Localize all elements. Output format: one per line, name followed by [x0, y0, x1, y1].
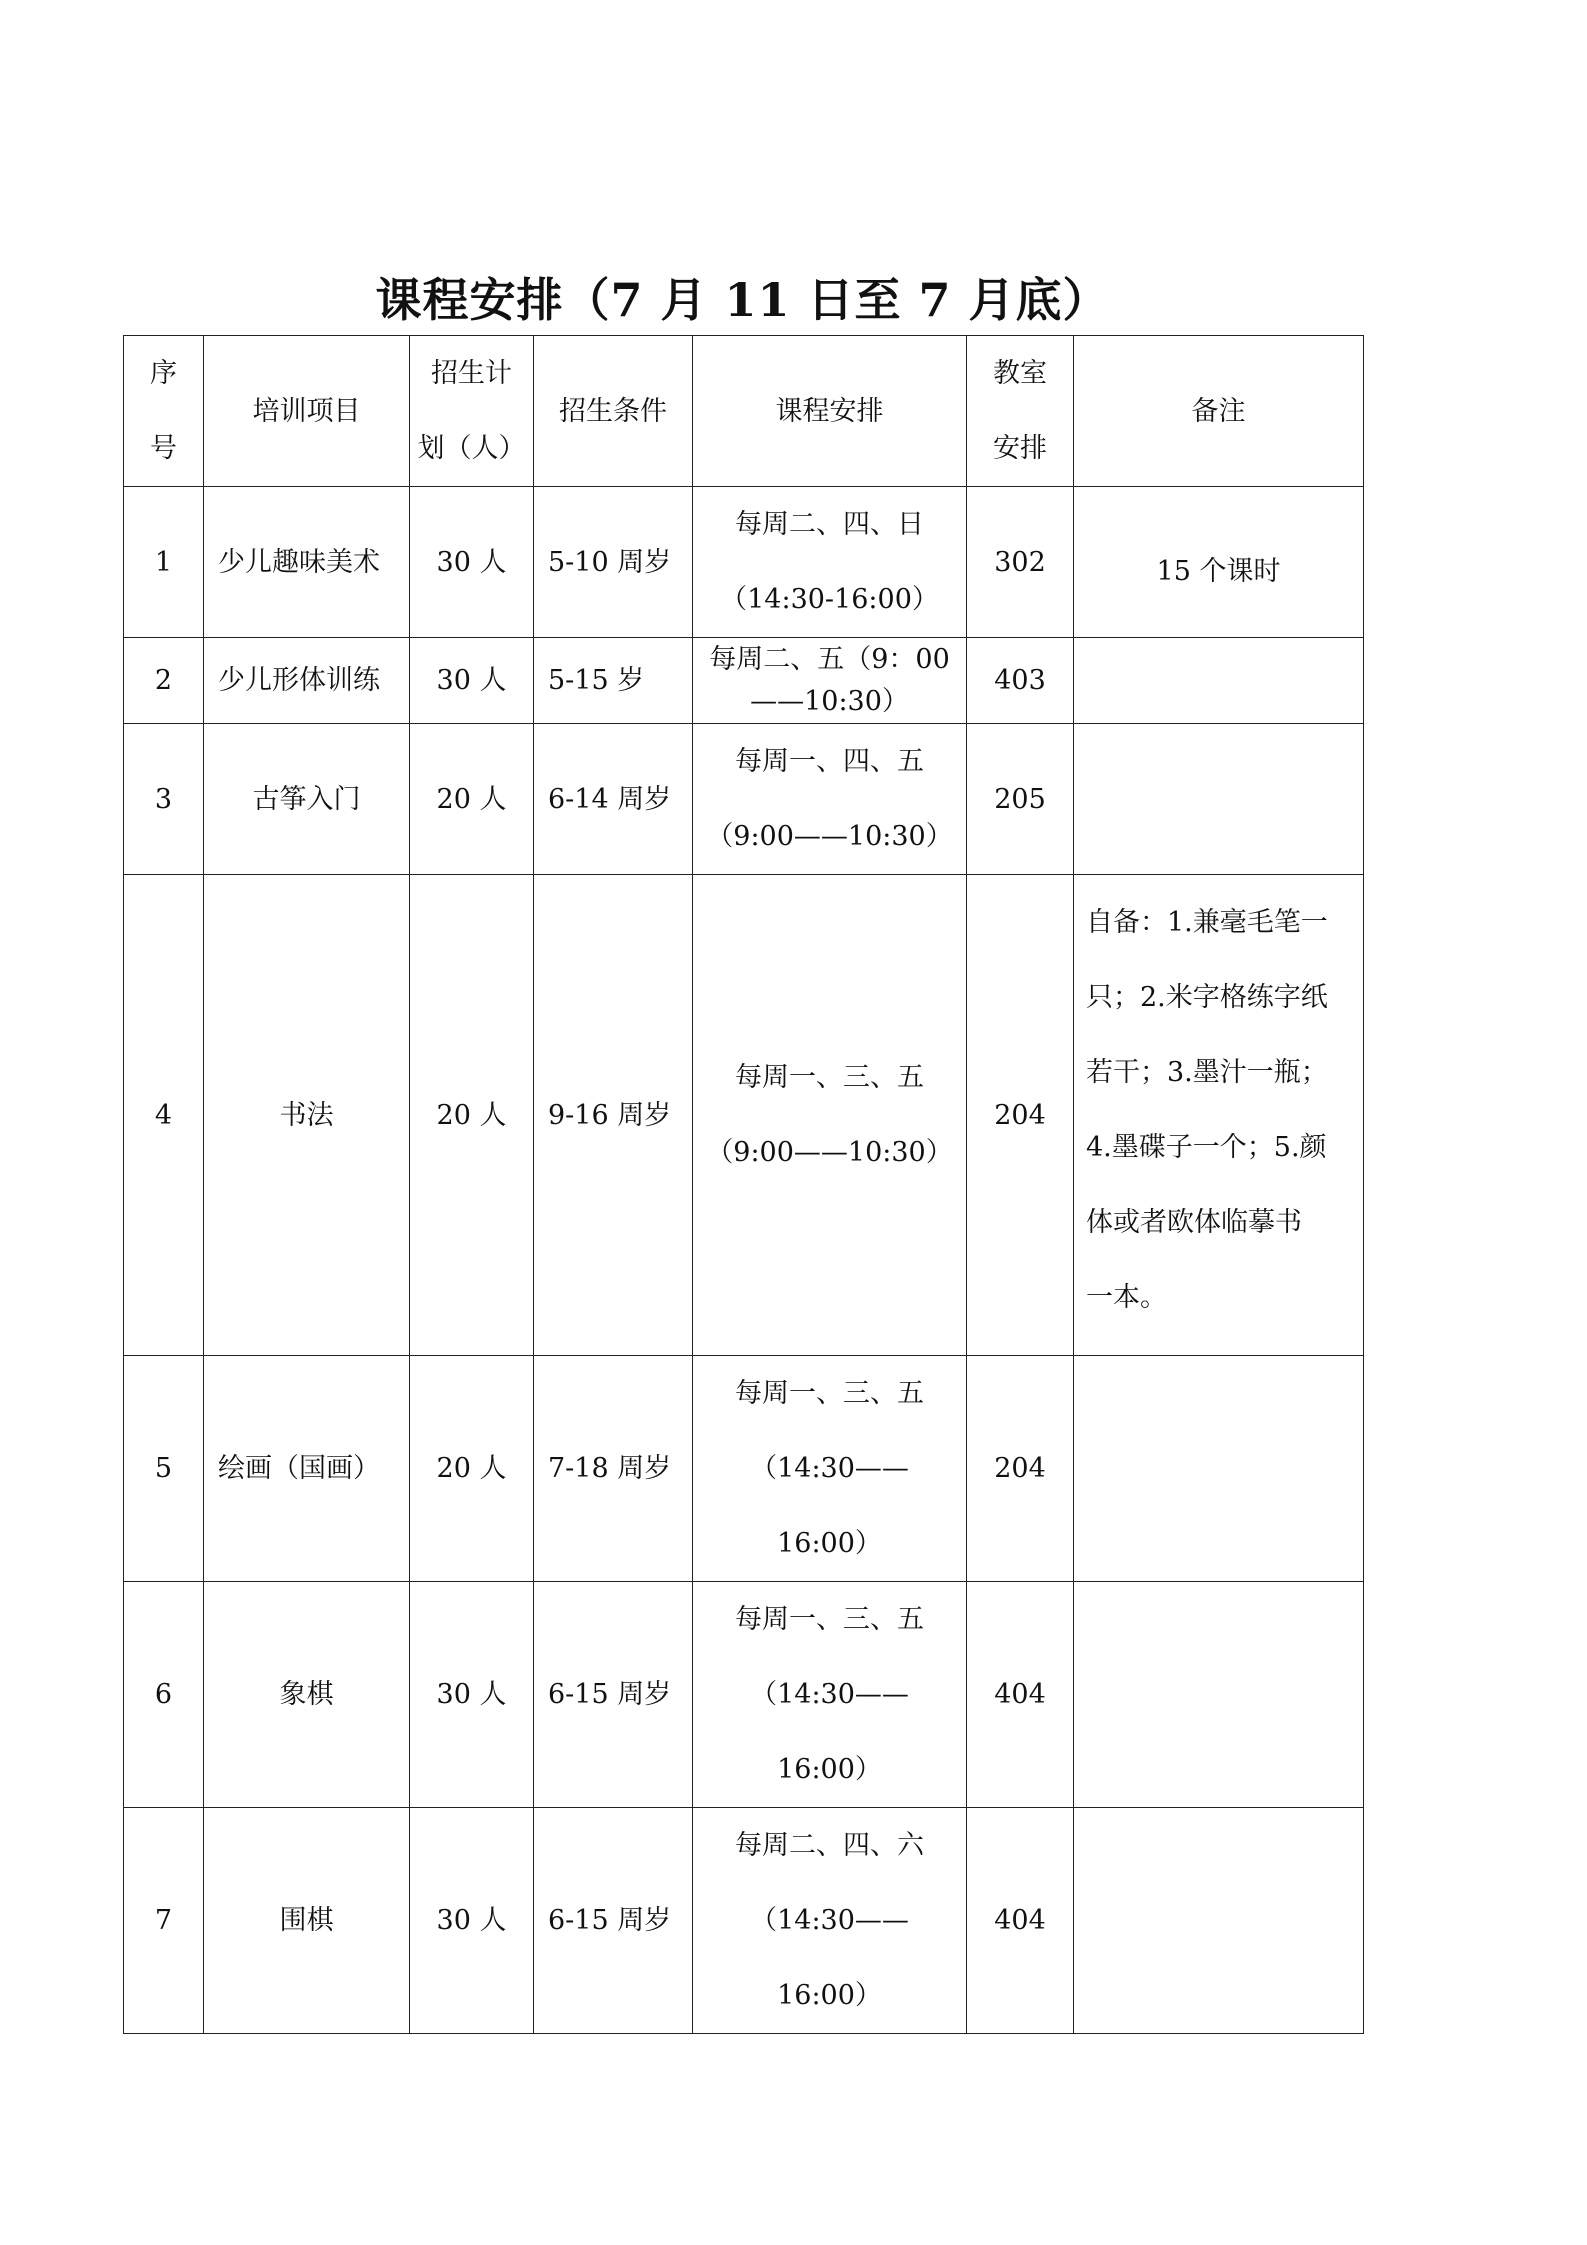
cell-project: 围棋: [204, 1808, 410, 2034]
cell-schedule: 每周一、三、五 （14:30—— 16:00）: [693, 1582, 967, 1808]
cell-condition: 9-16 周岁: [534, 875, 693, 1356]
cell-seq: 2: [124, 638, 204, 724]
cell-room: 204: [967, 1356, 1074, 1582]
header-condition: 招生条件: [534, 336, 693, 487]
table-row: [124, 724, 1364, 875]
header-plan: 招生计 划（人）: [410, 336, 534, 487]
cell-condition: 5-15 岁: [534, 638, 693, 724]
cell-project: 象棋: [204, 1582, 410, 1808]
header-room: 教室 安排: [967, 336, 1074, 487]
table-row: [124, 638, 1364, 724]
cell-condition: 7-18 周岁: [534, 1356, 693, 1582]
cell-plan: 30 人: [410, 638, 534, 724]
table-row: [124, 1582, 1364, 1808]
cell-note: [1074, 1582, 1364, 1808]
table-row: [124, 487, 1364, 638]
cell-project: 少儿趣味美术: [204, 487, 410, 638]
header-project: 培训项目: [204, 336, 410, 487]
cell-schedule: 每周二、四、六 （14:30—— 16:00）: [693, 1808, 967, 2034]
header-row: [124, 336, 1364, 487]
cell-seq: 4: [124, 875, 204, 1356]
cell-room: 205: [967, 724, 1074, 875]
cell-seq: 6: [124, 1582, 204, 1808]
cell-room: 403: [967, 638, 1074, 724]
table-row: [124, 1356, 1364, 1582]
cell-condition: 6-15 周岁: [534, 1808, 693, 2034]
cell-room: 204: [967, 875, 1074, 1356]
table-row: [124, 1808, 1364, 2034]
page-title: 课程安排（7 月 11 日至 7 月底）: [375, 273, 1110, 327]
cell-schedule: 每周二、四、日 （14:30-16:00）: [693, 487, 967, 638]
schedule-table: [123, 335, 1364, 2034]
header-note: 备注: [1074, 336, 1364, 487]
cell-project: 少儿形体训练: [204, 638, 410, 724]
cell-seq: 7: [124, 1808, 204, 2034]
cell-plan: 30 人: [410, 487, 534, 638]
cell-plan: 20 人: [410, 875, 534, 1356]
table-row: [124, 875, 1364, 1356]
cell-condition: 6-15 周岁: [534, 1582, 693, 1808]
header-schedule: 课程安排: [693, 336, 967, 487]
cell-condition: 6-14 周岁: [534, 724, 693, 875]
cell-plan: 30 人: [410, 1808, 534, 2034]
cell-project: 绘画（国画）: [204, 1356, 410, 1582]
cell-note: [1074, 1356, 1364, 1582]
cell-schedule: 每周一、三、五 （9:00——10:30）: [693, 875, 967, 1356]
cell-note: 自备：1.兼毫毛笔一 只；2.米字格练字纸 若干；3.墨汁一瓶； 4.墨碟子一个；5.颜 体或者欧体临摹书 一本。: [1074, 875, 1364, 1356]
header-seq: 序 号: [124, 336, 204, 487]
cell-note: [1074, 1808, 1364, 2034]
cell-plan: 30 人: [410, 1582, 534, 1808]
cell-note: 15 个课时: [1074, 487, 1364, 638]
cell-note: [1074, 724, 1364, 875]
cell-seq: 5: [124, 1356, 204, 1582]
cell-project: 古筝入门: [204, 724, 410, 875]
cell-room: 404: [967, 1808, 1074, 2034]
cell-condition: 5-10 周岁: [534, 487, 693, 638]
cell-seq: 1: [124, 487, 204, 638]
cell-schedule: 每周一、四、五 （9:00——10:30）: [693, 724, 967, 875]
cell-room: 302: [967, 487, 1074, 638]
cell-seq: 3: [124, 724, 204, 875]
cell-room: 404: [967, 1582, 1074, 1808]
cell-schedule: 每周二、五（9：00 ——10:30）: [693, 638, 967, 724]
cell-schedule: 每周一、三、五 （14:30—— 16:00）: [693, 1356, 967, 1582]
cell-plan: 20 人: [410, 1356, 534, 1582]
cell-project: 书法: [204, 875, 410, 1356]
cell-note: [1074, 638, 1364, 724]
cell-plan: 20 人: [410, 724, 534, 875]
